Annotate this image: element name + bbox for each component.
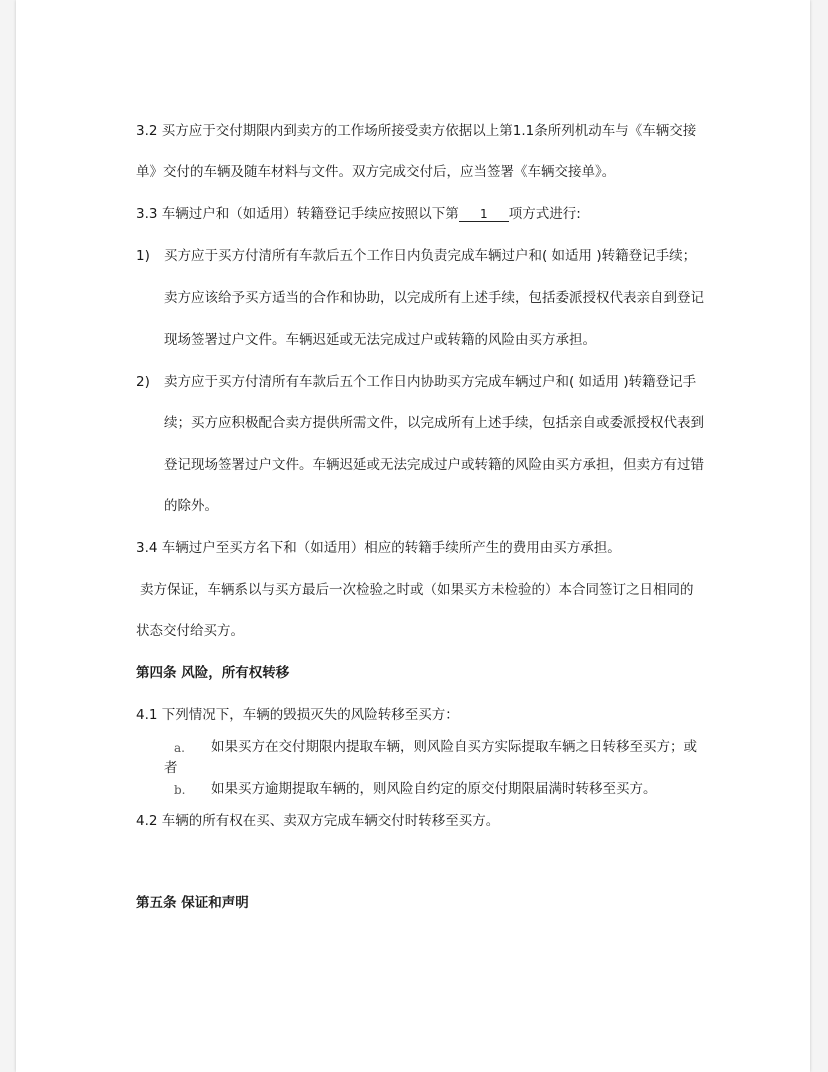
item-a-line-2: 者 (164, 760, 178, 776)
article-4-heading: 第四条 风险，所有权转移 (136, 665, 290, 681)
item-2-line-2: 续；买方应积极配合卖方提供所需文件，以完成所有上述手续，包括亲自或委派授权代表到 (164, 415, 704, 431)
clause-3-3 (136, 204, 581, 224)
item-2-line-4: 的除外。 (164, 498, 218, 514)
clause-3-4: 3.4 车辆过户至买方名下和（如适用）相应的转籍手续所产生的费用由买方承担。 (136, 540, 621, 556)
clause-4-2: 4.2 车辆的所有权在买、卖双方完成车辆交付时转移至买方。 (136, 813, 500, 829)
clause-3-2-line-1: 3.2 买方应于交付期限内到卖方的工作场所接受卖方依据以上第1.1条所列机动车与《车辆交接 (136, 123, 697, 139)
clause-4-1: 4.1 下列情况下，车辆的毁损灭失的风险转移至买方： (136, 707, 459, 723)
item-b-marker: b. (174, 783, 186, 797)
item-b-line-1: 如果买方逾期提取车辆的，则风险自约定的原交付期限届满时转移至买方。 (211, 781, 657, 797)
item-a-line-1: 如果买方在交付期限内提取车辆，则风险自买方实际提取车辆之日转移至买方；或 (211, 739, 697, 755)
article-5-heading: 第五条 保证和声明 (136, 895, 249, 911)
item-1-line-1: 买方应于买方付清所有车款后五个工作日内负责完成车辆过户和( 如适用 )转籍登记手续； (164, 248, 697, 264)
clause-3-3-prefix: 3.3 车辆过户和（如适用）转籍登记手续应按照以下第 (136, 206, 459, 222)
item-1-line-2: 卖方应该给予买方适当的合作和协助，以完成所有上述手续，包括委派授权代表亲自到登记 (164, 290, 704, 306)
item-2-line-3: 登记现场签署过户文件。车辆迟延或无法完成过户或转籍的风险由买方承担，但卖方有过错 (164, 457, 704, 473)
document-page (16, 0, 810, 1072)
clause-3-3-suffix: 项方式进行: (508, 206, 581, 222)
item-2-number: 2) (136, 374, 150, 390)
clause-3-3-blank: 1 (459, 207, 509, 222)
item-1-line-3: 现场签署过户文件。车辆迟延或无法完成过户或转籍的风险由买方承担。 (164, 332, 596, 348)
guarantee-line-2: 状态交付给买方。 (136, 623, 244, 639)
item-a-marker: a. (174, 741, 185, 755)
guarantee-line-1: 卖方保证，车辆系以与买方最后一次检验之时或（如果买方未检验的）本合同签订之日相同的 (140, 582, 694, 598)
item-1-number: 1) (136, 248, 150, 264)
item-2-line-1: 卖方应于买方付清所有车款后五个工作日内协助买方完成车辆过户和( 如适用 )转籍登记手 (164, 374, 697, 390)
clause-3-2-line-2: 单》交付的车辆及随车材料与文件。双方完成交付后，应当签署《车辆交接单》。 (136, 164, 616, 180)
